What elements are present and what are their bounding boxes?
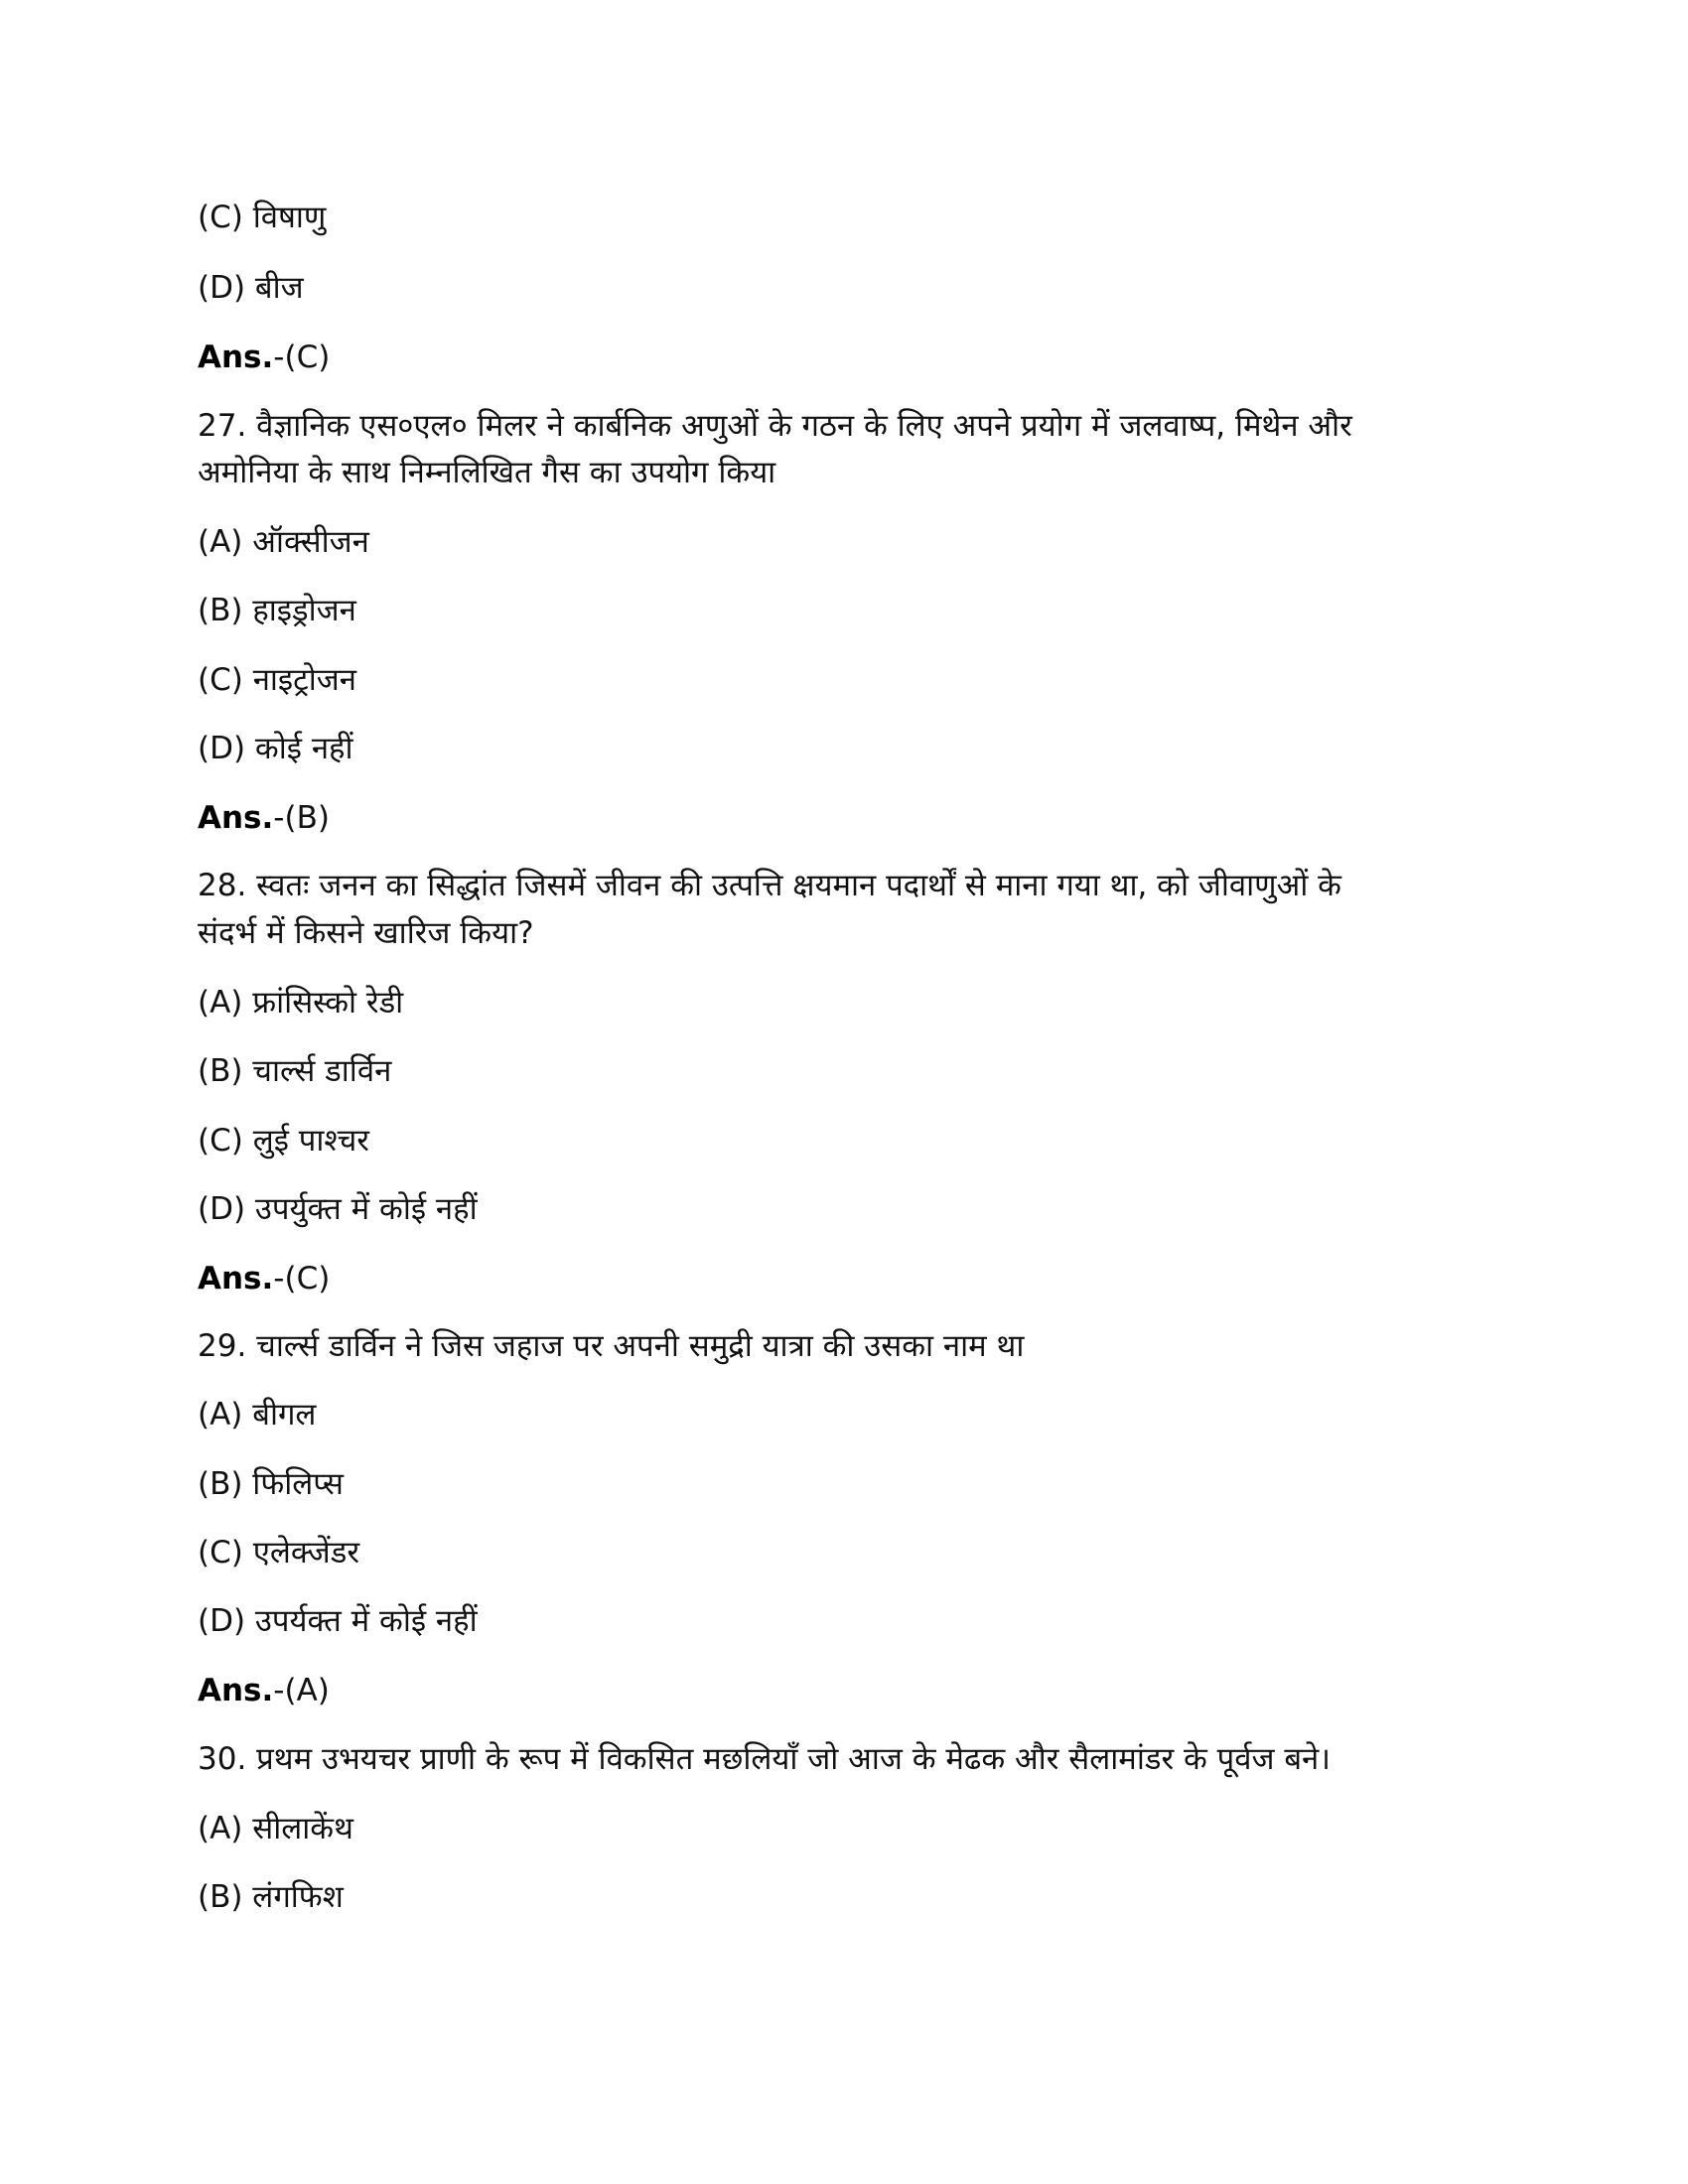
option-28-c: (C) लुई पाश्चर [198,1123,369,1159]
option-28-d: (D) उपर्युक्त में कोई नहीं [198,1191,478,1227]
question-27-line-1: 27. वैज्ञानिक एस०एल० मिलर ने कार्बनिक अणुओं के गठन के लिए अपने प्रयोग में जलवाष्प, मिथेन और [198,408,1352,444]
question-30: 30. प्रथम उभयचर प्राणी के रूप में विकसित मछलियाँ जो आज के मेढक और सैलामांडर के पूर्वज बने। [198,1741,1331,1777]
option-29-d: (D) उपर्यक्त में कोई नहीं [198,1603,478,1639]
answer-27 [198,795,330,841]
option-29-a: (A) बीगल [198,1397,317,1433]
option-28-b: (B) चार्ल्स डार्विन [198,1053,392,1089]
option-26-c: (C) विषाणु [198,200,327,235]
question-28-line-1: 28. स्वतः जनन का सिद्धांत जिसमें जीवन की उत्पत्ति क्षयमान पदार्थों से माना गया था, को जीवाणुओं के [198,868,1341,903]
option-30-b: (B) लंगफिश [198,1879,344,1915]
option-27-a: (A) ऑक्सीजन [198,524,369,560]
question-29: 29. चार्ल्स डार्विन ने जिस जहाज पर अपनी समुद्री यात्रा की उसका नाम था [198,1328,1025,1364]
answer-26 [198,335,330,380]
answer-label: Ans. [198,800,274,836]
answer-value: -(C) [273,1261,331,1297]
answer-28 [198,1256,330,1301]
question-28-line-2: संदर्भ में किसने खारिज किया? [198,915,534,951]
option-29-b: (B) फिलिप्स [198,1466,344,1502]
option-27-b: (B) हाइड्रोजन [198,593,356,628]
option-26-d: (D) बीज [198,270,304,306]
answer-label: Ans. [198,340,274,375]
answer-label: Ans. [198,1673,274,1708]
answer-value: -(B) [273,800,330,836]
option-29-c: (C) एलेक्जेंडर [198,1535,360,1570]
option-27-c: (C) नाइट्रोजन [198,662,357,698]
question-27-line-2: अमोनिया के साथ निम्नलिखित गैस का उपयोग किया [198,455,776,490]
option-27-d: (D) कोई नहीं [198,731,353,766]
option-28-a: (A) फ्रांसिस्को रेडी [198,985,404,1021]
answer-29 [198,1668,330,1713]
option-30-a: (A) सीलाकेंथ [198,1811,353,1846]
answer-value: -(A) [273,1673,330,1708]
answer-label: Ans. [198,1261,274,1297]
answer-value: -(C) [273,340,331,375]
